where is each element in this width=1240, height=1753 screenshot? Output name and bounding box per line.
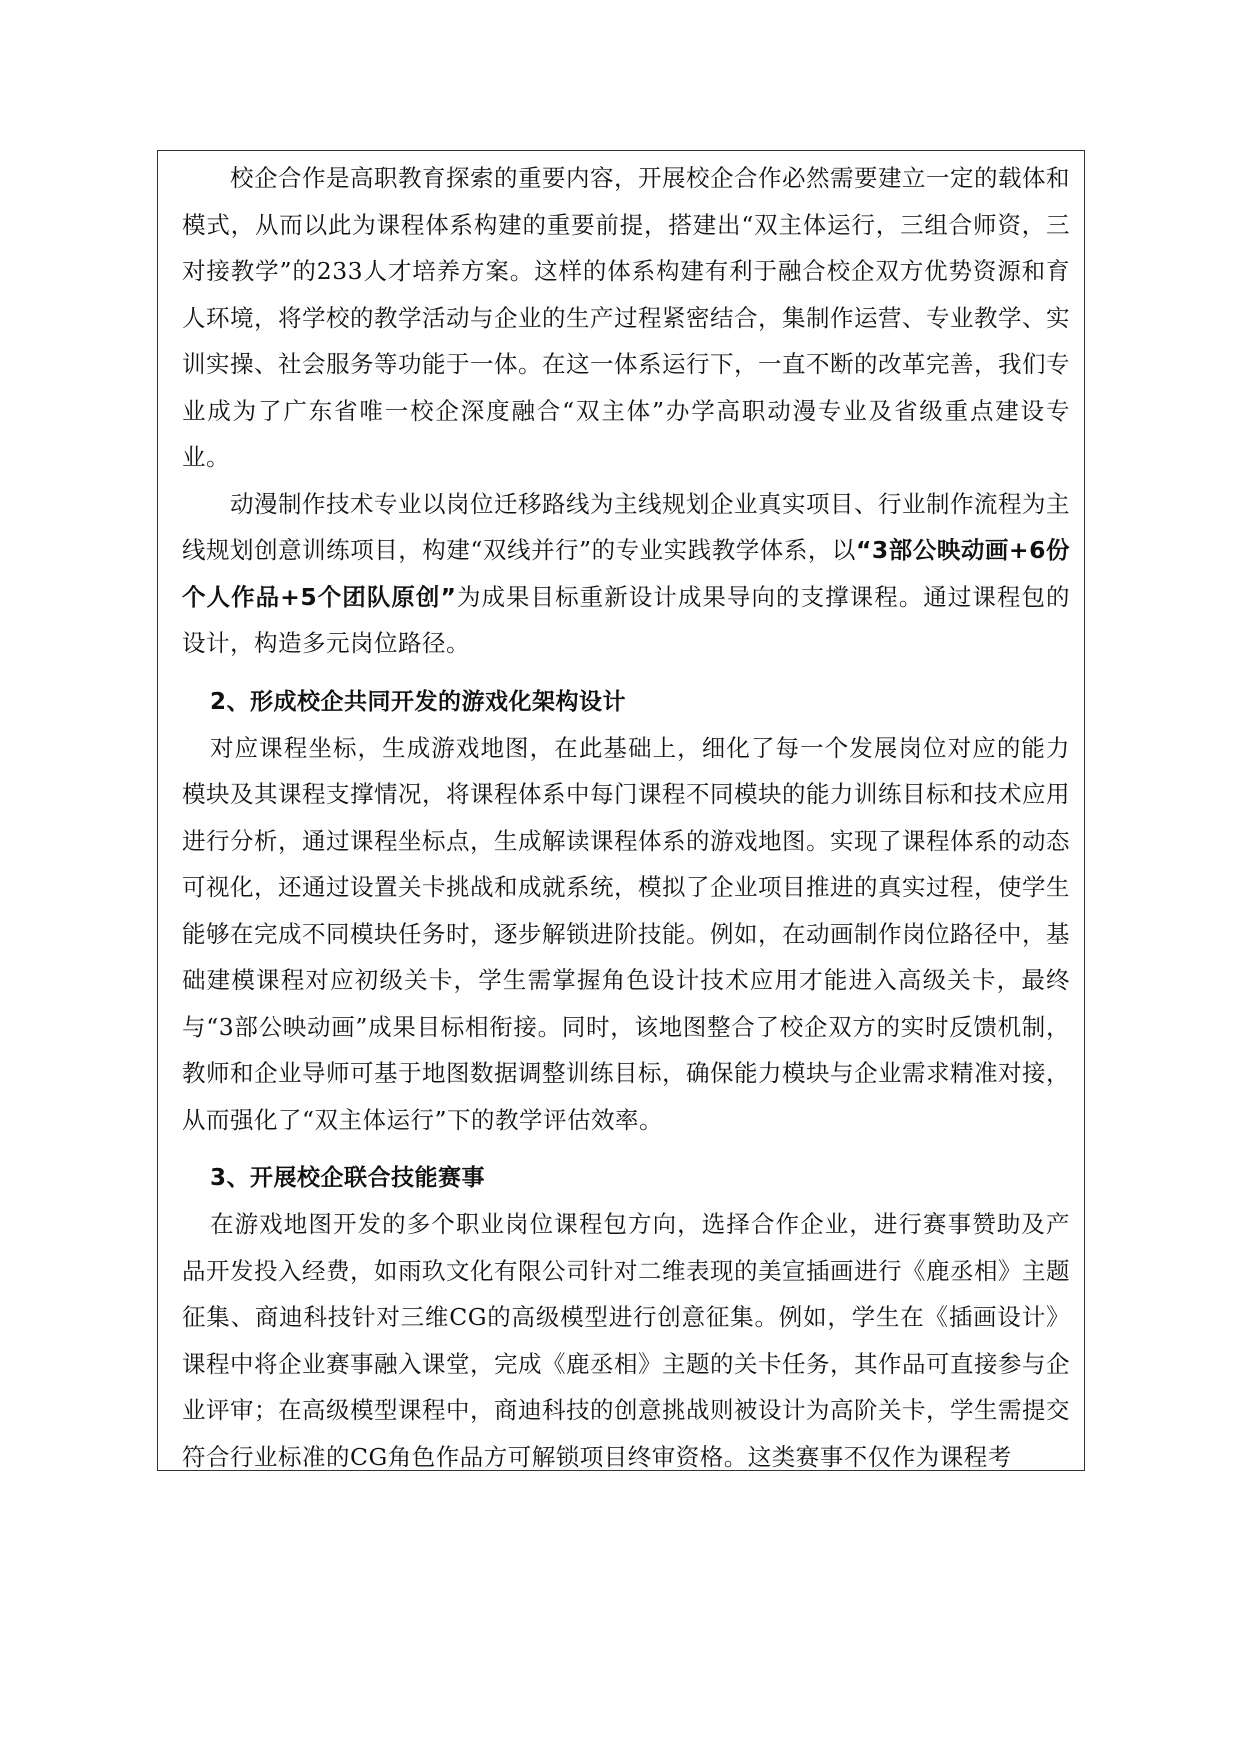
paragraph-skill-competitions: 在游戏地图开发的多个职业岗位课程包方向，选择合作企业，进行赛事赞助及产品开发投入经费，如雨玖文化有限公司针对二维表现的美宣插画进行《鹿丞相》主题征集、商迪科技针对三维CG的高级模型进行创意征集。例如，学生在《插画设计》课程中将企业赛事融入课堂，完成《鹿丞相》主题的关卡任务，其作品可直接参与企业评审；在高级模型课程中，商迪科技的创意挑战则被设计为高阶关卡，学生需提交符合行业标准的CG角色作品方可解锁项目终审资格。这类赛事不仅作为课程考 — [182, 1210, 1070, 1471]
paragraph-animation-major — [182, 481, 1070, 667]
section-gap — [182, 667, 1070, 679]
paragraph-game-map-design: 对应课程坐标，生成游戏地图，在此基础上，细化了每一个发展岗位对应的能力模块及其课程支撑情况，将课程体系中每门课程不同模块的能力训练目标和技术应用进行分析，通过课程坐标点，生成解读课程体系的游戏地图。实现了课程体系的动态可视化，还通过设置关卡挑战和成就系统，模拟了企业项目推进的真实过程，使学生能够在完成不同模块任务时，逐步解锁进阶技能。例如，在动画制作岗位路径中，基础建模课程对应初级关卡，学生需掌握角色设计技术应用才能进入高级关卡，最终与“3部公映动画”成果目标相衔接。同时，该地图整合了校企双方的实时反馈机制，教师和企业导师可基于地图数据调整训练目标，确保能力模块与企业需求精准对接，从而强化了“双主体运行”下的教学评估效率。 — [182, 733, 1070, 1134]
paragraph-animation-major-bold-goal: “3部公映动画+6份个人作品+5个团队原创” — [182, 536, 1070, 611]
content-frame — [157, 150, 1085, 1471]
paragraph-school-enterprise-cooperation: 校企合作是高职教育探索的重要内容，开展校企合作必然需要建立一定的载体和模式，从而以此为课程体系构建的重要前提，搭建出“双主体运行，三组合师资，三对接教学”的233人才培养方案。这样的体系构建有利于融合校企双方优势资源和育人环境，将学校的教学活动与企业的生产过程紧密结合，集制作运营、专业教学、实训实操、社会服务等功能于一体。在这一体系运行下，一直不断的改革完善，我们专业成为了广东省唯一校企深度融合“双主体”办学高职动漫专业及省级重点建设专业。 — [182, 164, 1070, 471]
section-gap — [182, 1143, 1070, 1155]
paragraph-animation-major-text-after: 为成果目标重新设计成果导向的支撑课程。通过课程包的设计，构造多元岗位路径。 — [182, 582, 1070, 657]
section-heading-2: 2、形成校企共同开发的游戏化架构设计 — [210, 688, 627, 715]
paragraph-animation-major-text-before: 动漫制作技术专业以岗位迁移路线为主线规划企业真实项目、行业制作流程为主线规划创意训练项目，构建“双线并行”的专业实践教学体系，以 — [182, 489, 1070, 564]
section-heading-3: 3、开展校企联合技能赛事 — [210, 1165, 486, 1191]
